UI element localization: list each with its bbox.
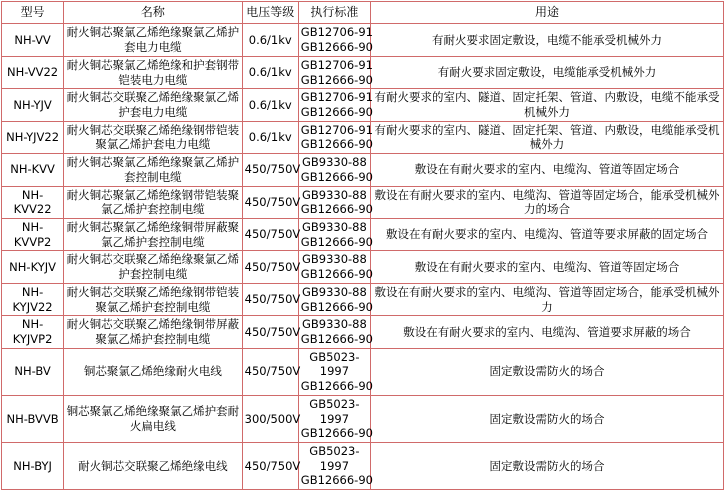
- cell-voltage: 0.6/1kv: [242, 89, 298, 121]
- column-header-model: 型号: [2, 2, 64, 24]
- cell-voltage: 450/750V: [242, 348, 298, 395]
- cell-voltage: 450/750V: [242, 186, 298, 218]
- cell-name: 耐火铜芯聚氯乙烯绝缘和护套钢带铠装电力电缆: [64, 56, 242, 88]
- cable-specification-table: [1, 1, 724, 490]
- standard-line: GB9330-88: [301, 252, 367, 267]
- standard-line: GB12666-90: [300, 379, 373, 394]
- table-row: [2, 316, 724, 348]
- column-header-standard: 执行标准: [298, 2, 370, 24]
- cell-name: 耐火铜芯交联聚乙烯绝缘聚氯乙烯护套电力电缆: [64, 89, 242, 121]
- cell-standard: [298, 218, 373, 250]
- table-row: [2, 56, 724, 88]
- cell-name: 铜芯聚氯乙烯绝缘耐火电线: [64, 348, 242, 395]
- table-row: [2, 121, 724, 153]
- cell-usage: 敷设在有耐火要求的室内、电缆沟、管道等要求屏蔽的固定场合: [370, 218, 723, 250]
- table-row: [2, 348, 724, 395]
- standard-line: GB12666-90: [300, 426, 373, 441]
- cell-standard: [298, 395, 373, 442]
- standard-line: GB12666-90: [300, 169, 373, 184]
- cell-standard: [298, 121, 373, 153]
- cell-standard: [298, 24, 373, 56]
- cell-voltage: 0.6/1kv: [242, 121, 298, 153]
- standard-line: GB12706-91: [300, 90, 373, 105]
- cell-model: NH-VV22: [2, 56, 64, 88]
- table-row: [2, 251, 724, 283]
- cell-model: NH-KYJV22: [2, 283, 64, 315]
- cell-voltage: 0.6/1kv: [242, 56, 298, 88]
- column-header-name: 名称: [64, 2, 242, 24]
- cell-standard: [298, 89, 373, 121]
- standard-line: 1997: [319, 458, 350, 473]
- cell-usage: 敷设在有耐火要求的室内、电缆沟、管道等固定场合: [370, 251, 723, 283]
- table-row: [2, 186, 724, 218]
- cell-usage: 有耐火要求的室内、隧道、固定托架、管道、内敷设，电缆不能承受机械外力: [370, 89, 723, 121]
- cell-model: NH-BYJ: [2, 443, 64, 490]
- cell-voltage: 450/750V: [242, 251, 298, 283]
- cell-standard: [298, 251, 373, 283]
- table-row: [2, 395, 724, 442]
- cell-model: NH-VV: [2, 24, 64, 56]
- cell-name: 耐火铜芯交联聚乙烯绝缘钢带铠装聚氯乙烯护套控制电缆: [64, 283, 242, 315]
- standard-line: GB5023-: [309, 444, 360, 459]
- standard-line: GB9330-88: [301, 187, 367, 202]
- cell-standard: [298, 348, 373, 395]
- cell-model: NH-KYJVP2: [2, 316, 64, 348]
- standard-line: GB12706-91: [300, 122, 373, 137]
- standard-line: GB12666-90: [300, 104, 373, 119]
- standard-line: 1997: [319, 364, 350, 379]
- cell-voltage: 300/500V: [242, 395, 298, 442]
- cell-name: 耐火铜芯聚氯乙烯绝缘聚氯乙烯护套控制电缆: [64, 154, 242, 186]
- standard-line: GB9330-88: [301, 155, 367, 170]
- standard-line: GB12666-90: [300, 473, 373, 488]
- cell-model: NH-KVV: [2, 154, 64, 186]
- table-header-row: [2, 2, 724, 24]
- cell-usage: 敷设在有耐火要求的室内、电缆沟、管道等固定场合，能承受机械外力的场合: [370, 186, 723, 218]
- standard-line: GB12666-90: [300, 72, 373, 87]
- standard-line: GB12666-90: [300, 202, 373, 217]
- cell-model: NH-BVVB: [2, 395, 64, 442]
- cell-usage: 敷设在有耐火要求的室内、电缆沟、管道要求屏蔽的场合: [370, 316, 723, 348]
- cell-usage: 固定敷设需防火的场合: [370, 443, 723, 490]
- cell-voltage: 450/750V: [242, 283, 298, 315]
- standard-line: GB5023-: [309, 396, 360, 411]
- cell-standard: [298, 443, 373, 490]
- cell-usage: 固定敷设需防火的场合: [370, 395, 723, 442]
- cell-name: 耐火铜芯聚氯乙烯绝缘钢带铠装聚氯乙烯护套控制电缆: [64, 186, 242, 218]
- cell-model: NH-KYJV: [2, 251, 64, 283]
- column-header-voltage: 电压等级: [242, 2, 298, 24]
- table-row: [2, 24, 724, 56]
- cell-model: NH-KVV22: [2, 186, 64, 218]
- cell-usage: 固定敷设需防火的场合: [370, 348, 723, 395]
- standard-line: GB12666-90: [300, 267, 373, 282]
- standard-line: GB12706-91: [300, 25, 373, 40]
- cell-standard: [298, 154, 373, 186]
- table-row: [2, 283, 724, 315]
- cell-name: 耐火铜芯交联聚乙烯绝缘铜带屏蔽聚氯乙烯护套控制电缆: [64, 316, 242, 348]
- standard-line: GB12666-90: [300, 137, 373, 152]
- table-row: [2, 218, 724, 250]
- cell-usage: 敷设在有耐火要求的室内、电缆沟、管道等固定场合: [370, 154, 723, 186]
- standard-line: 1997: [319, 411, 350, 426]
- cell-standard: [298, 283, 373, 315]
- cell-usage: 有耐火要求的室内、隧道、固定托架、管道、内敷设，电缆能承受机械外力: [370, 121, 723, 153]
- cell-name: 耐火铜芯交联聚乙烯绝缘聚氯乙烯护套控制电缆: [64, 251, 242, 283]
- cell-standard: [298, 316, 373, 348]
- cell-standard: [298, 56, 373, 88]
- cell-voltage: 450/750V: [242, 316, 298, 348]
- cell-model: NH-KVVP2: [2, 218, 64, 250]
- cell-usage: 敷设在有耐火要求的室内、电缆沟、管道等固定场合，能承受机械外力: [370, 283, 723, 315]
- cell-voltage: 450/750V: [242, 443, 298, 490]
- cell-name: 耐火铜芯聚氯乙烯绝缘聚氯乙烯护套电力电缆: [64, 24, 242, 56]
- standard-line: GB12666-90: [300, 299, 373, 314]
- cell-usage: 有耐火要求固定敷设，电缆能承受机械外力: [370, 56, 723, 88]
- cell-model: NH-BV: [2, 348, 64, 395]
- table-row: [2, 154, 724, 186]
- cell-voltage: 0.6/1kv: [242, 24, 298, 56]
- standard-line: GB12706-91: [300, 57, 373, 72]
- table-body: [2, 24, 724, 490]
- cell-standard: [298, 186, 373, 218]
- cell-voltage: 450/750V: [242, 154, 298, 186]
- standard-line: GB12666-90: [300, 332, 373, 347]
- standard-line: GB9330-88: [301, 317, 367, 332]
- cell-model: NH-YJV: [2, 89, 64, 121]
- cell-name: 耐火铜芯聚氯乙烯绝缘铜带屏蔽聚氯乙烯护套控制电缆: [64, 218, 242, 250]
- standard-line: GB9330-88: [301, 219, 367, 234]
- cell-name: 耐火铜芯交联聚乙烯绝缘钢带铠装聚氯乙烯护套电力电缆: [64, 121, 242, 153]
- table-row: [2, 443, 724, 490]
- standard-line: GB12666-90: [300, 40, 373, 55]
- standard-line: GB12666-90: [300, 234, 373, 249]
- standard-line: GB9330-88: [301, 284, 367, 299]
- cell-model: NH-YJV22: [2, 121, 64, 153]
- cell-usage: 有耐火要求固定敷设，电缆不能承受机械外力: [370, 24, 723, 56]
- column-header-usage: 用途: [370, 2, 723, 24]
- standard-line: GB5023-: [309, 349, 360, 364]
- cell-name: 铜芯聚氯乙烯绝缘聚氯乙烯护套耐火扁电线: [64, 395, 242, 442]
- cell-name: 耐火铜芯交联聚乙烯绝缘电线: [64, 443, 242, 490]
- cell-voltage: 450/750V: [242, 218, 298, 250]
- table-row: [2, 89, 724, 121]
